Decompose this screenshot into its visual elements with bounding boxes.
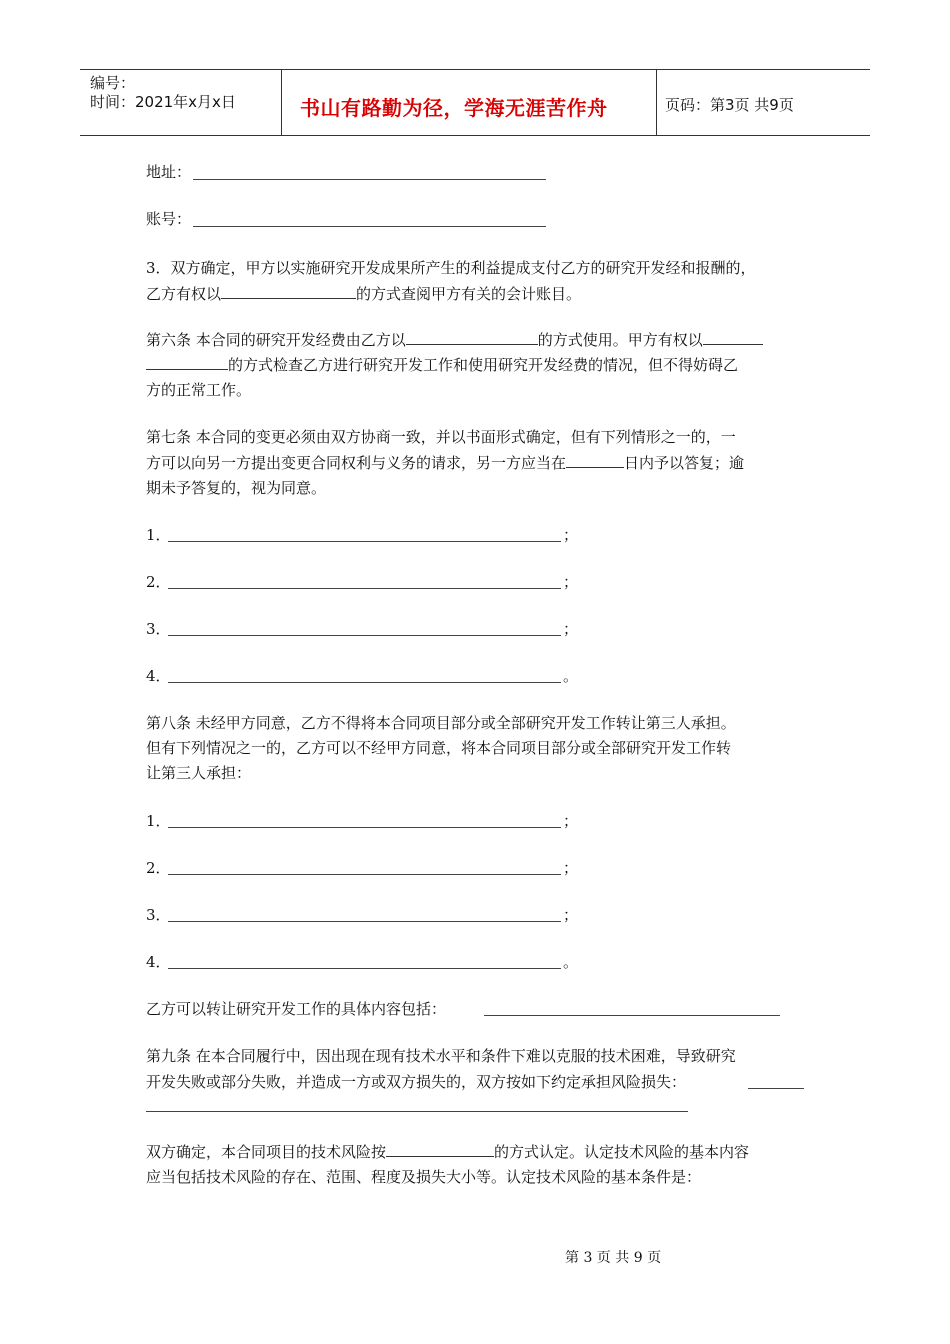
risk-text-b: 的方式认定。认定技术风险的基本内容 (494, 1143, 750, 1161)
article9-blank-2 (146, 1111, 688, 1112)
article7-line3: 期未予答复的，视为同意。 (146, 479, 327, 497)
list7-item-4-blank (168, 682, 561, 683)
item3-text-b: 的方式查阅甲方有关的会计账目。 (356, 285, 582, 303)
article8-line3: 让第三人承担： (146, 764, 252, 782)
list7-item-1-end: ； (563, 526, 579, 544)
risk-line2: 应当包括技术风险的存在、范围、程度及损失大小等。认定技术风险的基本条件是： (146, 1168, 702, 1186)
risk-line1 (146, 1140, 749, 1164)
item3-line1: 3．双方确定，甲方以实施研究开发成果所产生的利益提成支付乙方的研究开发经和报酬的， (146, 259, 756, 277)
account-label: 账号： (146, 210, 192, 228)
header-top-border (80, 69, 870, 70)
transfer-contents-blank (484, 1015, 780, 1016)
page-footer: 第 3 页 共 9 页 (565, 1250, 662, 1266)
header-bottom-border (80, 135, 870, 136)
list8-item-3-end: ； (563, 906, 579, 924)
item3-text-a: 乙方有权以 (146, 285, 222, 303)
article6-blank-2b (146, 354, 228, 370)
list7-item-1-number: 1． (146, 526, 171, 544)
list8-item-2-number: 2． (146, 859, 171, 877)
header-page-info: 页码：第3页 共9页 (665, 96, 794, 114)
list7-item-2-number: 2． (146, 573, 171, 591)
list8-item-4-blank (168, 968, 561, 969)
article8-line2: 但有下列情况之一的，乙方可以不经甲方同意，将本合同项目部分或全部研究开发工作转 (146, 739, 732, 757)
header-motto: 书山有路勤为径，学海无涯苦作舟 (300, 96, 608, 120)
item3-line2 (146, 282, 581, 306)
item3-blank (221, 283, 356, 299)
article6-blank-1 (406, 329, 538, 345)
risk-text-a: 双方确定，本合同项目的技术风险按 (146, 1143, 387, 1161)
article6-line3: 方的正常工作。 (146, 381, 252, 399)
article6-text-b: 的方式使用。甲方有权以 (537, 331, 703, 349)
list8-item-2-blank (168, 874, 561, 875)
list8-item-2-end: ； (563, 859, 579, 877)
list8-item-4-end: 。 (563, 953, 579, 971)
list8-item-3-number: 3． (146, 906, 171, 924)
list7-item-1-blank (168, 541, 561, 542)
account-blank (193, 226, 546, 227)
list7-item-4-number: 4． (146, 667, 171, 685)
address-label: 地址： (146, 163, 192, 181)
header-divider-left (281, 69, 282, 135)
article9-line2: 开发失败或部分失败，并造成一方或双方损失的，双方按如下约定承担风险损失： (146, 1073, 687, 1091)
article6-line2 (146, 353, 738, 377)
transfer-contents-label: 乙方可以转让研究开发工作的具体内容包括： (146, 1000, 447, 1018)
list8-item-1-blank (168, 827, 561, 828)
list7-item-3-blank (168, 635, 561, 636)
list8-item-4-number: 4． (146, 953, 171, 971)
list7-item-4-end: 。 (563, 667, 579, 685)
risk-method-blank (386, 1141, 494, 1157)
list8-item-1-number: 1． (146, 812, 171, 830)
header-divider-right (656, 69, 657, 135)
address-blank (193, 179, 546, 180)
article7-line1: 第七条 本合同的变更必须由双方协商一致，并以书面形式确定，但有下列情形之一的，一 (146, 428, 736, 446)
article7-text-a: 方可以向另一方提出变更合同权利与义务的请求，另一方应当在 (146, 454, 567, 472)
time-label: 时间：2021年x月x日 (90, 93, 236, 111)
article9-line1: 第九条 在本合同履行中，因出现在现有技术水平和条件下难以克服的技术困难，导致研究 (146, 1047, 736, 1065)
list8-item-1-end: ； (563, 812, 579, 830)
list8-item-3-blank (168, 921, 561, 922)
list7-item-3-end: ； (563, 620, 579, 638)
article6-text-c: 的方式检查乙方进行研究开发工作和使用研究开发经费的情况，但不得妨碍乙 (228, 356, 739, 374)
article6-blank-2a (703, 329, 763, 345)
article6-line1 (146, 328, 763, 352)
article7-text-b: 日内予以答复；逾 (624, 454, 745, 472)
article8-line1: 第八条 未经甲方同意，乙方不得将本合同项目部分或全部研究开发工作转让第三人承担。 (146, 714, 736, 732)
list7-item-3-number: 3． (146, 620, 171, 638)
article7-days-blank (566, 452, 624, 468)
list7-item-2-blank (168, 588, 561, 589)
article9-blank-1 (748, 1088, 804, 1089)
serial-label: 编号： (90, 74, 136, 92)
article6-text-a: 第六条 本合同的研究开发经费由乙方以 (146, 331, 406, 349)
list7-item-2-end: ； (563, 573, 579, 591)
article7-line2 (146, 451, 744, 475)
